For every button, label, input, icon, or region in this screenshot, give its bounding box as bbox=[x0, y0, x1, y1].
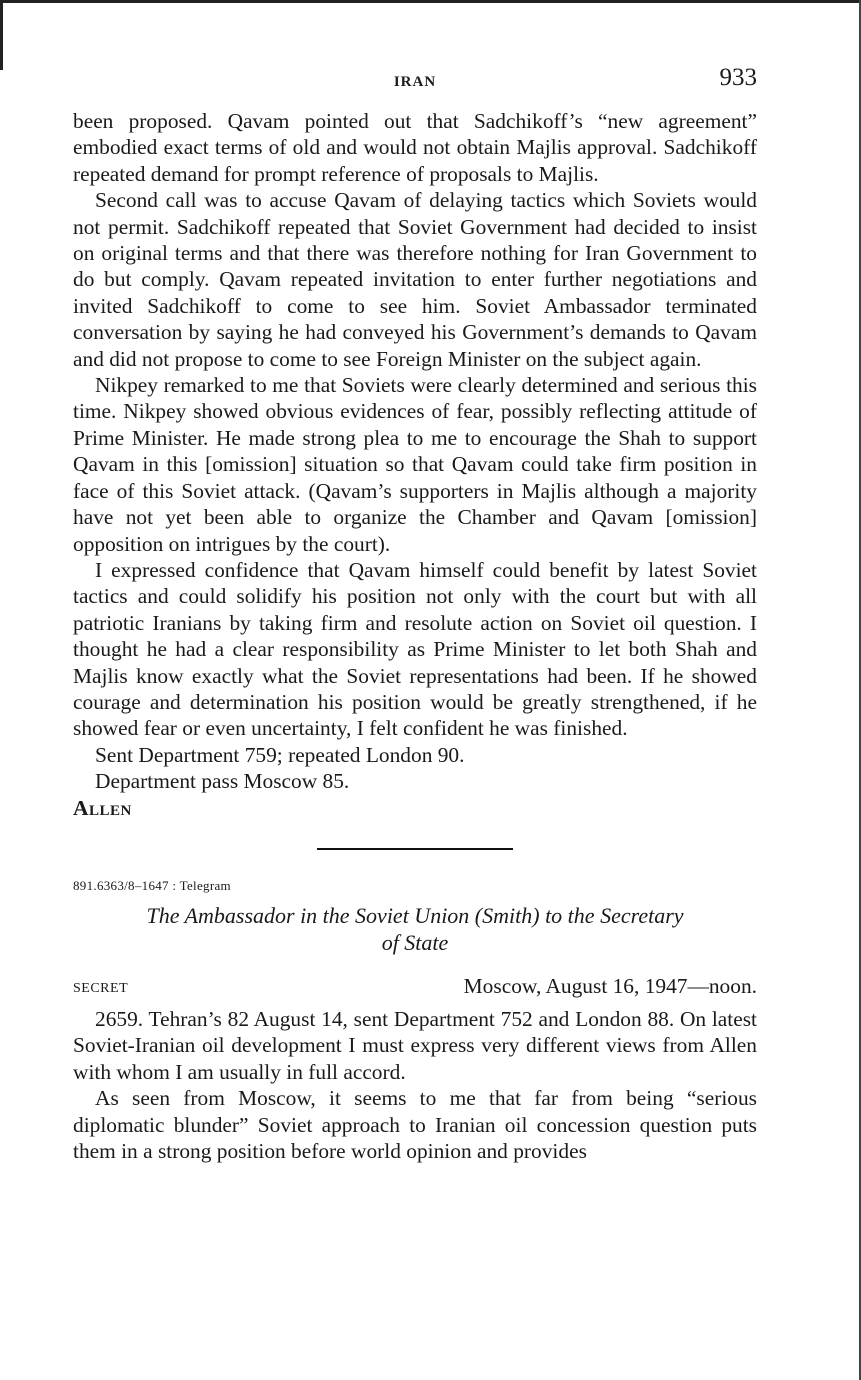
running-head: IRAN bbox=[393, 74, 437, 90]
page-number: 933 bbox=[719, 64, 757, 91]
file-reference: 891.6363/8–1647 : Telegram bbox=[73, 877, 231, 893]
classification-label: SECRET bbox=[73, 980, 129, 996]
dateline bbox=[73, 974, 757, 1004]
telegram-body-smith bbox=[73, 1006, 757, 1164]
paragraph: Second call was to accuse Qavam of delaying tactics which Soviets would not permit. Sadchikoff repeated that Soviet Government had decided to insist on original terms and that there was therefore nothing for Iran Government to do but comply. Qavam repeated invitation to enter further negotiations and invited Sadchikoff to come to see him. Soviet Ambassador terminated conversation by saying he had conveyed his Government’s demands to Qavam and did not propose to come to see Foreign Minister on the subject again. bbox=[73, 188, 757, 371]
document-title-line: of State bbox=[381, 929, 449, 955]
page-content bbox=[73, 64, 757, 1164]
telegram-smith bbox=[73, 878, 757, 1164]
paragraph: As seen from Moscow, it seems to me that far from being “serious diplomatic blunder” Soviet approach to Iranian oil concession question puts them in a strong position before world opinion and provides bbox=[73, 1086, 757, 1163]
paragraph: been proposed. Qavam pointed out that Sadchikoff’s “new agreement” embodied exact terms of old and would not obtain Majlis approval. Sadchikoff repeated demand for prompt reference of proposals to Majlis. bbox=[73, 109, 757, 186]
paragraph: I expressed confidence that Qavam himself could benefit by latest Soviet tactics and could solidify his position not only with the court but with all patriotic Iranians by taking firm and resolute action on Soviet oil question. I thought he had a clear responsibility as Prime Minister to let both Shah and Majlis know exactly what the Soviet representations had been. If he showed courage and determination his position would be greatly strengthened, if he showed fear or even uncertainty, I felt confident he was finished. bbox=[73, 557, 757, 741]
section-divider bbox=[317, 848, 513, 850]
paragraph: Department pass Moscow 85. bbox=[95, 769, 350, 794]
signature: Allen bbox=[73, 795, 132, 820]
document-title-line: The Ambassador in the Soviet Union (Smith) to the Secretary bbox=[146, 902, 684, 928]
document-title bbox=[73, 902, 757, 956]
telegram-body-allen bbox=[73, 108, 757, 821]
page-border-top bbox=[0, 0, 861, 3]
paragraph: 2659. Tehran’s 82 August 14, sent Department 752 and London 88. On latest Soviet-Iranian oil development I must express very different views from Allen with whom I am usually in full accord. bbox=[73, 1006, 757, 1084]
page-border-left bbox=[0, 0, 3, 70]
paragraph: Sent Department 759; repeated London 90. bbox=[95, 742, 465, 767]
paragraph: Nikpey remarked to me that Soviets were clearly determined and serious this time. Nikpey showed obvious evidences of fear, possibly reflecting attitude of Prime Minister. He made strong plea to me to encourage the Shah to support Qavam in this [omission] situation so that Qavam could take firm position in face of this Soviet attack. (Qavam’s supporters in Majlis although a majority have not yet been able to organize the Chamber and Qavam [omission] opposition on intrigues by the court). bbox=[73, 373, 757, 556]
page-header bbox=[73, 64, 757, 108]
place-date: Moscow, August 16, 1947—noon. bbox=[463, 973, 757, 998]
